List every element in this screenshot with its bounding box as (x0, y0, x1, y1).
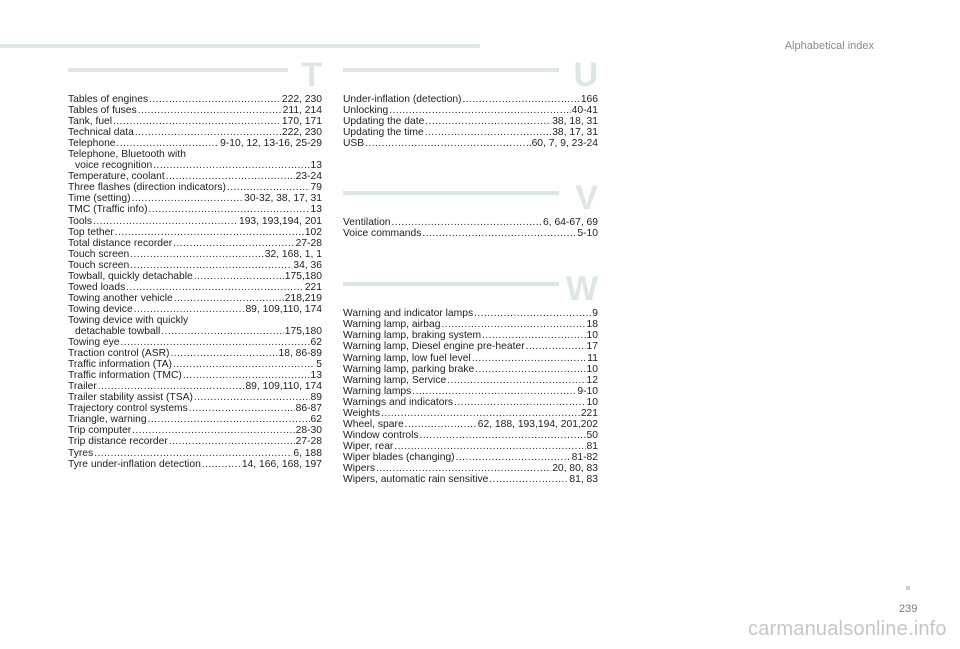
page-marker (906, 586, 910, 590)
index-term: Window controls (343, 429, 419, 441)
index-entry (68, 337, 322, 348)
index-term: Updating the date (343, 116, 425, 128)
dot-leader (183, 370, 310, 381)
index-entry (68, 348, 322, 359)
index-entry (68, 392, 322, 403)
index-term: Towball, quickly detachable (68, 270, 193, 282)
dot-leader (412, 386, 576, 397)
index-term: Touch screen (68, 259, 130, 271)
index-term: Warning and indicator lamps (343, 308, 474, 320)
dot-leader (117, 138, 220, 149)
index-term: Tools (68, 215, 93, 227)
watermark: carmanualsonline.info (748, 618, 947, 640)
dot-leader (130, 260, 292, 271)
letter-heading: W (565, 270, 598, 309)
dot-leader (194, 392, 310, 403)
index-pages: 28-30 (295, 425, 322, 437)
dot-leader (405, 419, 477, 430)
letter-rule (68, 68, 288, 72)
letter-rule (343, 68, 559, 72)
index-pages: 89, 109,110, 174 (245, 303, 322, 315)
dot-leader (148, 414, 310, 425)
index-entry (68, 304, 322, 315)
index-pages: 13 (310, 160, 322, 172)
page-number: 239 (899, 603, 918, 615)
dot-leader (170, 348, 277, 359)
index-entry (343, 138, 598, 149)
index-pages: 12 (586, 374, 598, 386)
index-term: Tank, fuel (68, 116, 113, 128)
index-pages: 5 (316, 359, 322, 371)
index-term: Towing eye (68, 337, 120, 349)
section-title: Alphabetical index (784, 40, 874, 52)
index-pages: 38, 18, 31 (552, 116, 598, 128)
dot-leader (447, 375, 585, 386)
index-pages: 102 (304, 226, 322, 238)
dot-leader (392, 217, 543, 228)
index-pages: 170, 171 (281, 116, 322, 128)
index-list-v (343, 217, 598, 239)
letter-rule (343, 282, 559, 286)
index-pages: 62 (310, 337, 322, 349)
dot-leader (166, 171, 295, 182)
index-list-w (343, 308, 598, 485)
index-term: Tyre under-inflation detection (68, 458, 201, 470)
index-pages: 211, 214 (282, 105, 322, 117)
index-entry (343, 375, 598, 386)
index-term: Touch screen (68, 248, 130, 260)
index-pages: 30-32, 38, 17, 31 (244, 193, 322, 205)
letter-header-w (343, 270, 598, 309)
index-pages: 62 (310, 414, 322, 426)
dot-leader (126, 282, 304, 293)
index-entry (68, 370, 322, 381)
index-entry (68, 381, 322, 392)
index-term: Voice commands (343, 228, 422, 240)
index-term: Telephone (68, 138, 116, 150)
dot-leader (134, 304, 245, 315)
index-term: Wiper blades (changing) (343, 451, 455, 463)
index-entry (343, 353, 598, 364)
index-entry (343, 330, 598, 341)
index-pages: 13 (310, 204, 322, 216)
index-entry (68, 359, 322, 370)
index-term: Warning lamp, Service (343, 374, 447, 386)
dot-leader (365, 138, 530, 149)
index-term: Unlocking (343, 105, 389, 117)
index-term: Temperature, coolant (68, 171, 165, 183)
index-entry (343, 386, 598, 397)
dot-leader (115, 227, 304, 238)
dot-leader (202, 459, 241, 470)
dot-leader (130, 249, 263, 260)
index-entry (343, 463, 598, 474)
index-pages: 89 (310, 392, 322, 404)
index-pages: 221 (580, 407, 598, 419)
header-rule (0, 44, 480, 48)
index-entry (343, 94, 598, 105)
index-entry (68, 260, 322, 271)
index-entry (343, 105, 598, 116)
index-entry (343, 441, 598, 452)
index-pages: 222, 230 (281, 94, 322, 105)
letter-heading: U (573, 56, 598, 94)
dot-leader (394, 441, 585, 452)
index-entry (343, 116, 598, 127)
index-pages: 11 (587, 352, 598, 364)
index-term: Telephone, Bluetooth with (68, 149, 186, 161)
dot-leader (462, 94, 579, 105)
index-entry (68, 436, 322, 447)
index-term: Traffic information (TA) (68, 359, 172, 371)
index-pages: 38, 17, 31 (552, 127, 598, 139)
index-column-left (68, 56, 322, 470)
index-entry (68, 105, 322, 116)
index-pages: 13 (310, 370, 322, 382)
dot-leader (173, 238, 294, 249)
index-entry (68, 282, 322, 293)
index-entry (68, 171, 322, 182)
dot-leader (169, 436, 295, 447)
index-pages: 175,180 (284, 270, 322, 282)
dot-leader (474, 308, 591, 319)
index-pages: 89, 109,110, 174 (245, 381, 322, 393)
index-term: Warning lamp, airbag (343, 319, 441, 331)
index-term: Trailer stability assist (TSA) (68, 392, 193, 404)
index-pages: 6, 188 (293, 447, 322, 459)
index-entry (68, 182, 322, 193)
index-pages: 60, 7, 9, 23-24 (531, 138, 598, 150)
index-term: Trajectory control systems (68, 403, 188, 415)
dot-leader (189, 403, 295, 414)
letter-header-v (343, 179, 598, 218)
index-term: USB (343, 138, 365, 150)
index-entry (68, 227, 322, 238)
index-term: Wipers, automatic rain sensitive (343, 474, 489, 486)
index-pages: 81, 83 (569, 474, 598, 486)
index-entry (343, 408, 598, 419)
index-entry (68, 403, 322, 414)
dot-leader (482, 330, 585, 341)
group-spacer (343, 239, 598, 274)
dot-leader (161, 326, 283, 337)
index-entry (343, 474, 598, 485)
index-pages: 27-28 (295, 237, 322, 249)
index-entry (68, 149, 322, 160)
index-term: Warning lamp, parking brake (343, 363, 475, 375)
dot-leader (149, 94, 281, 105)
index-entry (68, 116, 322, 127)
index-pages: 6, 64-67, 69 (543, 217, 598, 229)
index-term: Weights (343, 407, 381, 419)
dot-leader (389, 105, 570, 116)
index-pages: 18, 86-89 (278, 348, 322, 360)
index-entry (343, 319, 598, 330)
index-pages: 86-87 (295, 403, 322, 415)
index-entry (68, 160, 322, 171)
index-term: Wiper, rear (343, 440, 394, 452)
dot-leader (93, 216, 238, 227)
dot-leader (454, 397, 585, 408)
index-entry (68, 425, 322, 436)
index-entry (68, 138, 322, 149)
index-term: Under-inflation (detection) (343, 94, 462, 105)
index-pages: 9-10, 12, 13-16, 25-29 (220, 138, 322, 150)
index-pages: 40-41 (571, 105, 598, 117)
dot-leader (194, 271, 284, 282)
index-pages: 27-28 (295, 436, 322, 448)
index-pages: 10 (586, 330, 598, 342)
dot-leader (121, 337, 310, 348)
index-term: TMC (Traffic info) (68, 204, 148, 216)
index-entry (343, 217, 598, 228)
index-term: voice recognition (75, 160, 153, 172)
index-pages: 175,180 (284, 325, 322, 337)
index-term: Top tether (68, 226, 114, 238)
dot-leader (173, 359, 315, 370)
index-term: Updating the time (343, 127, 424, 139)
letter-heading: V (575, 179, 598, 218)
index-term: Towing device (68, 303, 133, 315)
index-pages: 50 (586, 429, 598, 441)
index-pages: 17 (586, 341, 598, 353)
index-entry (68, 204, 322, 215)
index-entry (68, 94, 322, 105)
index-pages: 79 (310, 182, 322, 194)
index-term: Trailer (68, 381, 97, 393)
index-pages: 222, 230 (281, 127, 322, 139)
dot-leader (456, 452, 571, 463)
index-entry (68, 249, 322, 260)
dot-leader (149, 204, 310, 215)
dot-leader (422, 228, 576, 239)
index-pages: 5-10 (577, 228, 598, 240)
dot-leader (174, 293, 284, 304)
index-term: Trip computer (68, 425, 132, 437)
index-entry (343, 341, 598, 352)
index-pages: 193, 193,194, 201 (238, 215, 322, 227)
index-term: Towed loads (68, 281, 126, 293)
index-term: Warnings and indicators (343, 396, 454, 408)
index-pages: 9 (592, 308, 598, 320)
dot-leader (441, 319, 585, 330)
dot-leader (376, 463, 551, 474)
index-entry (68, 238, 322, 249)
index-pages: 9-10 (577, 385, 598, 397)
index-entry (68, 216, 322, 227)
index-term: Tyres (68, 447, 94, 459)
index-term: Triangle, warning (68, 414, 147, 426)
index-term: Trip distance recorder (68, 436, 168, 448)
index-pages: 62, 188, 193,194, 201,202 (477, 418, 598, 430)
index-entry (343, 308, 598, 319)
index-term: Traction control (ASR) (68, 348, 170, 360)
index-entry (68, 271, 322, 282)
index-term: Three flashes (direction indicators) (68, 182, 226, 194)
index-term: Traffic information (TMC) (68, 370, 182, 382)
index-term: Towing another vehicle (68, 292, 173, 304)
letter-header-u (343, 56, 598, 94)
index-term: Warning lamp, braking system (343, 330, 482, 342)
index-list-t (68, 94, 322, 470)
index-pages: 81-82 (571, 451, 598, 463)
index-entry (68, 127, 322, 138)
dot-leader (94, 448, 292, 459)
dot-leader (153, 160, 309, 171)
dot-leader (472, 353, 586, 364)
index-pages: 10 (586, 396, 598, 408)
index-term: Ventilation (343, 217, 391, 229)
index-term: Time (setting) (68, 193, 131, 205)
index-pages: 221 (304, 281, 322, 293)
index-pages: 14, 166, 168, 197 (241, 458, 322, 470)
index-term: detachable towball (75, 325, 161, 337)
index-term: Warning lamps (343, 385, 412, 397)
index-entry (68, 459, 322, 470)
dot-leader (132, 193, 244, 204)
dot-leader (526, 341, 586, 352)
dot-leader (420, 430, 586, 441)
index-pages: 81 (586, 440, 598, 452)
index-entry (343, 419, 598, 430)
dot-leader (489, 474, 568, 485)
index-term: Technical data (68, 127, 134, 139)
index-term: Tables of engines (68, 94, 149, 105)
index-entry (68, 448, 322, 459)
letter-heading: T (301, 56, 322, 94)
index-pages: 32, 168, 1, 1 (264, 248, 322, 260)
index-entry (68, 315, 322, 326)
index-entry (343, 452, 598, 463)
dot-leader (113, 116, 281, 127)
index-entry (343, 364, 598, 375)
index-pages: 34, 36 (293, 259, 322, 271)
dot-leader (381, 408, 580, 419)
dot-leader (132, 425, 295, 436)
index-term: Total distance recorder (68, 237, 173, 249)
index-term: Warning lamp, low fuel level (343, 352, 471, 364)
letter-rule (343, 191, 559, 195)
index-term: Warning lamp, Diesel engine pre-heater (343, 341, 525, 353)
dot-leader (135, 127, 281, 138)
dot-leader (227, 182, 310, 193)
index-list-u (343, 94, 598, 149)
dot-leader (98, 381, 245, 392)
index-term: Towing device with quickly (68, 314, 189, 326)
index-entry (343, 228, 598, 239)
index-pages: 10 (586, 363, 598, 375)
index-entry (68, 326, 322, 337)
index-pages: 166 (580, 94, 598, 105)
dot-leader (425, 127, 551, 138)
index-entry (68, 193, 322, 204)
dot-leader (138, 105, 282, 116)
index-pages: 20, 80, 83 (552, 462, 598, 474)
index-pages: 18 (586, 319, 598, 331)
index-entry (68, 293, 322, 304)
index-term: Wipers (343, 462, 376, 474)
dot-leader (425, 116, 551, 127)
dot-leader (475, 364, 585, 375)
index-entry (343, 397, 598, 408)
index-entry (343, 430, 598, 441)
index-term: Wheel, spare (343, 418, 404, 430)
letter-header-t (68, 56, 322, 94)
index-pages: 23-24 (295, 171, 322, 183)
index-term: Tables of fuses (68, 105, 137, 117)
index-column-right (343, 56, 598, 486)
index-entry (68, 414, 322, 425)
index-entry (343, 127, 598, 138)
index-pages: 218,219 (284, 292, 322, 304)
